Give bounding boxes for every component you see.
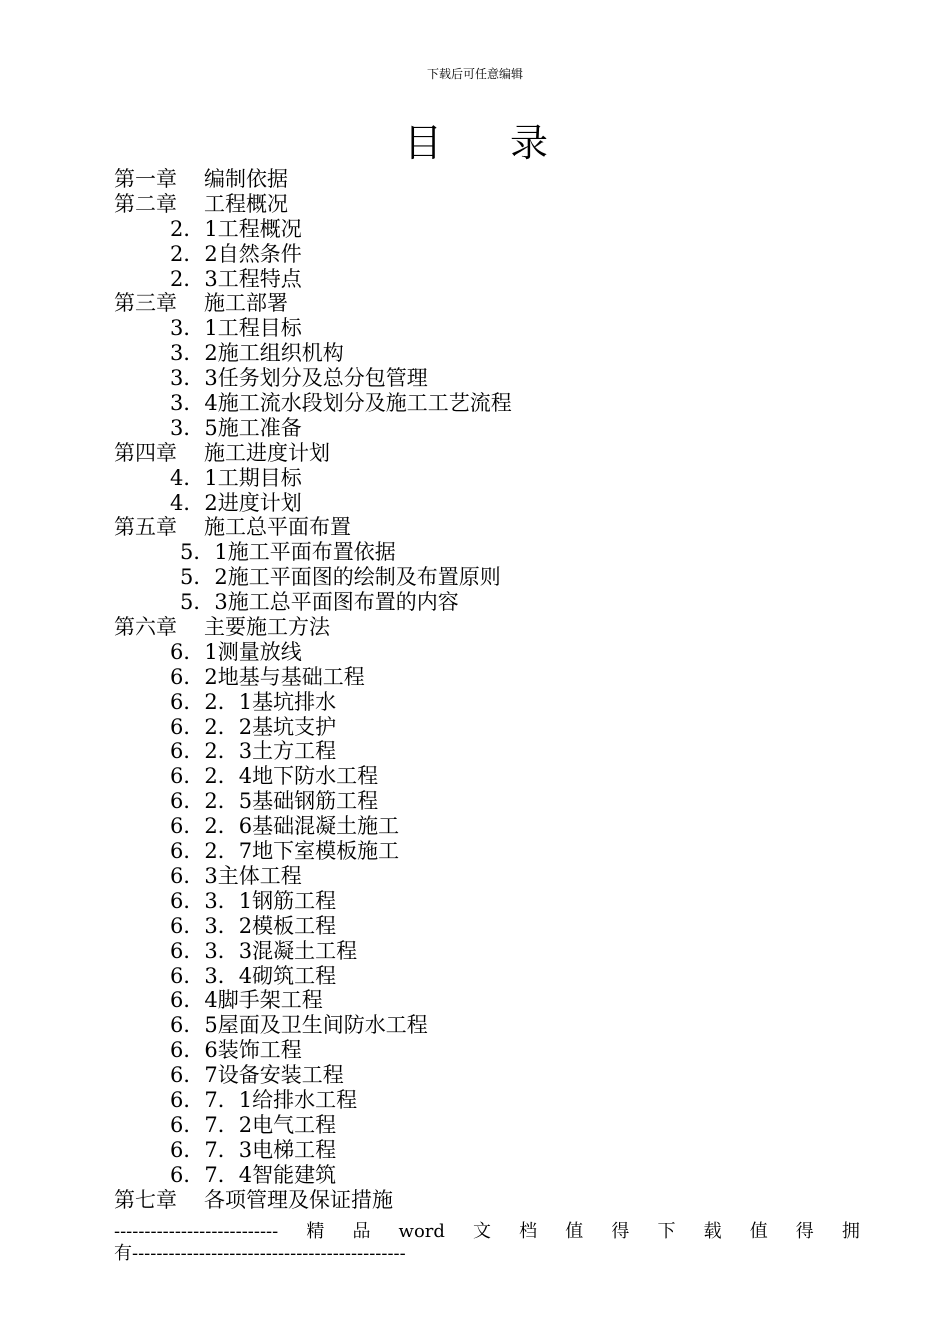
toc-section (114, 1138, 874, 1163)
toc-entry-text: 6．7．3电梯工程 (170, 1137, 337, 1162)
toc-section (114, 1063, 874, 1088)
footer-word: 文 (473, 1221, 492, 1242)
toc-entry-text: 6．2．4地下防水工程 (170, 764, 379, 789)
toc-section (114, 864, 874, 889)
footer-banner (114, 1221, 860, 1265)
toc-section (114, 391, 874, 416)
toc-chapter-number: 第四章 (114, 440, 177, 465)
header-note: 下载后可任意编辑 (426, 67, 523, 81)
toc-entry-text: 6．3．2模板工程 (170, 913, 337, 938)
toc-chapter (114, 615, 874, 640)
toc-section (114, 217, 874, 242)
toc-entry-text: 3．3任务划分及总分包管理 (170, 366, 428, 391)
toc-chapter-number: 第五章 (114, 515, 177, 540)
toc-section (114, 1088, 874, 1113)
toc-entry-text: 主要施工方法 (204, 615, 330, 640)
toc-entry-text: 6．2．1基坑排水 (170, 689, 337, 714)
toc-entry-text: 6．5屋面及卫生间防水工程 (170, 1013, 428, 1038)
toc-section (114, 491, 874, 516)
toc-entry-text: 4．2进度计划 (170, 490, 302, 515)
footer-word: word (398, 1221, 445, 1242)
toc-entry-text: 6．4脚手架工程 (170, 988, 323, 1013)
toc-section (114, 416, 874, 441)
toc-entry-text: 6．2．7地下室模板施工 (170, 839, 400, 864)
toc-entry-text: 编制依据 (204, 167, 288, 191)
toc-section (114, 1038, 874, 1063)
toc-section (114, 565, 874, 590)
toc-entry-text: 3．1工程目标 (170, 316, 302, 341)
toc-entry-text: 6．7．1给排水工程 (170, 1087, 358, 1112)
toc-chapter-number: 第一章 (114, 167, 177, 191)
toc-entry-text: 6．2．2基坑支护 (170, 714, 337, 739)
toc-section (114, 964, 874, 989)
toc-entry-text: 6．7．4智能建筑 (170, 1162, 337, 1187)
toc-entry-text: 6．3．1钢筋工程 (170, 888, 337, 913)
toc-section (114, 814, 874, 839)
page-title: 目 录 (403, 121, 577, 165)
footer-word: 值 (749, 1221, 768, 1242)
toc-entry-text: 施工部署 (204, 291, 288, 316)
toc-entry-text: 3．4施工流水段划分及施工工艺流程 (170, 391, 512, 416)
toc-section (114, 640, 874, 665)
toc-entry-text: 6．7．2电气工程 (170, 1112, 337, 1137)
toc-section (114, 540, 874, 565)
toc-chapter (114, 441, 874, 466)
toc-entry-text: 4．1工期目标 (170, 465, 302, 490)
toc-entry-text: 工程概况 (204, 191, 288, 216)
toc-chapter (114, 167, 874, 192)
footer-word: 拥 (841, 1221, 860, 1242)
toc-entry-text: 2．1工程概况 (170, 216, 302, 241)
toc-entry-text: 施工总平面布置 (204, 515, 351, 540)
toc-section (114, 665, 874, 690)
toc-entry-text: 6．2．5基础钢筋工程 (170, 789, 379, 814)
table-of-contents (114, 167, 874, 1212)
toc-section (114, 366, 874, 391)
toc-chapter-number: 第二章 (114, 191, 177, 216)
toc-entry-text: 5．2施工平面图的绘制及布置原则 (180, 565, 501, 590)
toc-section (114, 690, 874, 715)
toc-section (114, 590, 874, 615)
footer-word: 得 (611, 1221, 630, 1242)
toc-entry-text: 6．1测量放线 (170, 639, 302, 664)
toc-chapter (114, 515, 874, 540)
toc-section (114, 764, 874, 789)
toc-entry-text: 5．3施工总平面图布置的内容 (180, 590, 459, 615)
footer-word: 载 (703, 1221, 722, 1242)
footer-line-2: 有--------------------------------------------- (114, 1243, 406, 1264)
toc-section (114, 988, 874, 1013)
toc-entry-text: 6．6装饰工程 (170, 1038, 302, 1063)
toc-section (114, 839, 874, 864)
toc-entry-text: 6．3．4砌筑工程 (170, 963, 337, 988)
toc-section (114, 316, 874, 341)
footer-word: 品 (352, 1221, 371, 1242)
toc-entry-text: 5．1施工平面布置依据 (180, 540, 396, 565)
toc-section (114, 1013, 874, 1038)
footer-word: 值 (565, 1221, 584, 1242)
toc-entry-text: 施工进度计划 (204, 440, 330, 465)
toc-section (114, 267, 874, 292)
footer-word: 精 (306, 1221, 325, 1242)
toc-chapter-number: 第七章 (114, 1187, 177, 1212)
toc-section (114, 739, 874, 764)
toc-section (114, 889, 874, 914)
toc-chapter (114, 291, 874, 316)
toc-chapter (114, 1188, 874, 1213)
toc-section (114, 939, 874, 964)
toc-section (114, 715, 874, 740)
toc-entry-text: 6．2．6基础混凝土施工 (170, 814, 400, 839)
toc-entry-text: 2．2自然条件 (170, 241, 302, 266)
footer-word: --------------------------- (114, 1221, 279, 1242)
toc-entry-text: 2．3工程特点 (170, 266, 302, 291)
toc-entry-text: 6．2地基与基础工程 (170, 664, 365, 689)
footer-word: 得 (795, 1221, 814, 1242)
toc-section (114, 341, 874, 366)
toc-chapter-number: 第六章 (114, 615, 177, 640)
toc-section (114, 1113, 874, 1138)
toc-section (114, 914, 874, 939)
toc-chapter-number: 第三章 (114, 291, 177, 316)
toc-section (114, 789, 874, 814)
toc-section (114, 1163, 874, 1188)
footer-word: 下 (657, 1221, 676, 1242)
toc-entry-text: 6．7设备安装工程 (170, 1063, 344, 1088)
toc-section (114, 242, 874, 267)
toc-entry-text: 6．3主体工程 (170, 863, 302, 888)
toc-chapter (114, 192, 874, 217)
toc-entry-text: 3．5施工准备 (170, 415, 302, 440)
footer-word: 档 (519, 1221, 538, 1242)
toc-section (114, 466, 874, 491)
toc-entry-text: 6．3．3混凝土工程 (170, 938, 358, 963)
toc-entry-text: 3．2施工组织机构 (170, 341, 344, 366)
toc-entry-text: 各项管理及保证措施 (204, 1187, 393, 1212)
toc-entry-text: 6．2．3土方工程 (170, 739, 337, 764)
footer-line-1 (114, 1221, 860, 1243)
